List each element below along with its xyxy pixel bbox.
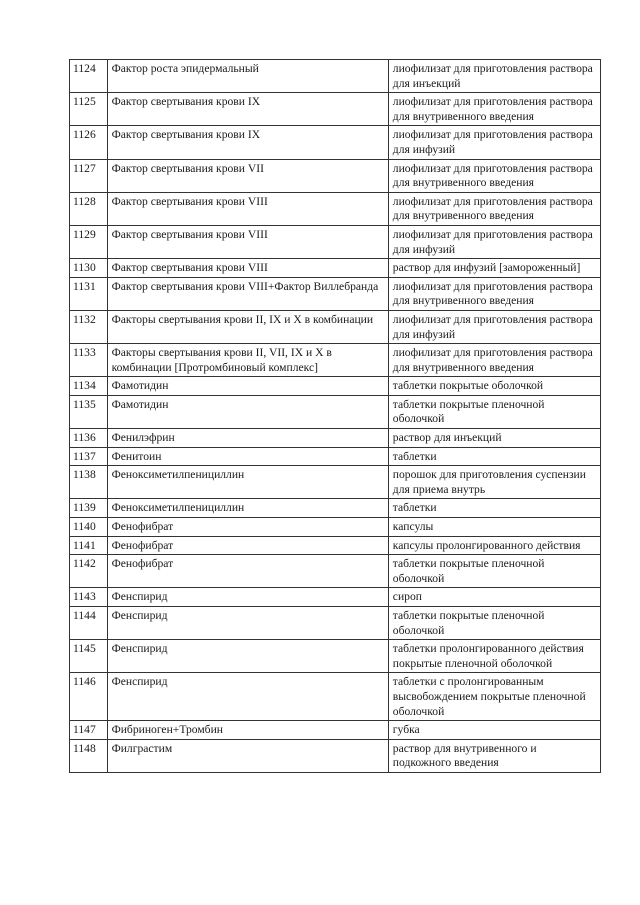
drug-name: Факторы свертывания крови II, IX и X в комбинации [107, 310, 388, 343]
table-row [70, 395, 601, 428]
row-number: 1139 [70, 499, 108, 518]
dosage-form: раствор для инъекций [388, 429, 600, 448]
drug-name: Филграстим [107, 739, 388, 772]
drug-table [69, 59, 601, 773]
drug-name: Фенитоин [107, 447, 388, 466]
dosage-form: лиофилизат для приготовления раствора для внутривенного введения [388, 93, 600, 126]
row-number: 1133 [70, 344, 108, 377]
row-number: 1125 [70, 93, 108, 126]
dosage-form: порошок для приготовления суспензии для приема внутрь [388, 466, 600, 499]
drug-name: Фенофибрат [107, 555, 388, 588]
row-number: 1142 [70, 555, 108, 588]
drug-name: Фактор свертывания крови VIII [107, 225, 388, 258]
drug-name: Фамотидин [107, 377, 388, 396]
table-row [70, 447, 601, 466]
table-row [70, 344, 601, 377]
row-number: 1134 [70, 377, 108, 396]
row-number: 1141 [70, 536, 108, 555]
dosage-form: раствор для инфузий [замороженный] [388, 259, 600, 278]
table-row [70, 555, 601, 588]
drug-name: Фактор свертывания крови VIII [107, 259, 388, 278]
row-number: 1137 [70, 447, 108, 466]
row-number: 1144 [70, 607, 108, 640]
dosage-form: лиофилизат для приготовления раствора для внутривенного введения [388, 192, 600, 225]
table-row [70, 721, 601, 740]
row-number: 1130 [70, 259, 108, 278]
drug-table-body [70, 60, 601, 773]
dosage-form: таблетки покрытые пленочной оболочкой [388, 607, 600, 640]
row-number: 1145 [70, 640, 108, 673]
drug-name: Фактор свертывания крови IX [107, 126, 388, 159]
drug-name: Фенспирид [107, 673, 388, 721]
table-row [70, 536, 601, 555]
table-row [70, 607, 601, 640]
drug-name: Фенилэфрин [107, 429, 388, 448]
table-row [70, 126, 601, 159]
table-row [70, 259, 601, 278]
drug-name: Фенофибрат [107, 536, 388, 555]
row-number: 1126 [70, 126, 108, 159]
dosage-form: губка [388, 721, 600, 740]
dosage-form: таблетки покрытые пленочной оболочкой [388, 395, 600, 428]
dosage-form: лиофилизат для приготовления раствора для инфузий [388, 126, 600, 159]
dosage-form: таблетки [388, 499, 600, 518]
drug-name: Фактор свертывания крови VIII+Фактор Виллебранда [107, 277, 388, 310]
table-row [70, 377, 601, 396]
dosage-form: лиофилизат для приготовления раствора для внутривенного введения [388, 277, 600, 310]
row-number: 1143 [70, 588, 108, 607]
table-row [70, 277, 601, 310]
row-number: 1140 [70, 518, 108, 537]
document-page [69, 59, 601, 773]
dosage-form: лиофилизат для приготовления раствора для инъекций [388, 60, 600, 93]
row-number: 1124 [70, 60, 108, 93]
drug-name: Фенспирид [107, 607, 388, 640]
drug-name: Фактор свертывания крови VIII [107, 192, 388, 225]
table-row [70, 310, 601, 343]
table-row [70, 739, 601, 772]
drug-name: Фактор роста эпидермальный [107, 60, 388, 93]
dosage-form: лиофилизат для приготовления раствора для внутривенного введения [388, 159, 600, 192]
drug-name: Фенспирид [107, 588, 388, 607]
table-row [70, 499, 601, 518]
drug-name: Фактор свертывания крови IX [107, 93, 388, 126]
dosage-form: капсулы пролонгированного действия [388, 536, 600, 555]
table-row [70, 466, 601, 499]
table-row [70, 640, 601, 673]
table-row [70, 429, 601, 448]
drug-name: Фенспирид [107, 640, 388, 673]
table-row [70, 93, 601, 126]
row-number: 1129 [70, 225, 108, 258]
table-row [70, 673, 601, 721]
table-row [70, 159, 601, 192]
dosage-form: таблетки с пролонгированным высвобождением покрытые пленочной оболочкой [388, 673, 600, 721]
row-number: 1136 [70, 429, 108, 448]
table-row [70, 518, 601, 537]
table-row [70, 588, 601, 607]
dosage-form: лиофилизат для приготовления раствора для внутривенного введения [388, 344, 600, 377]
drug-name: Фамотидин [107, 395, 388, 428]
dosage-form: сироп [388, 588, 600, 607]
dosage-form: таблетки покрытые оболочкой [388, 377, 600, 396]
drug-name: Факторы свертывания крови II, VII, IX и X в комбинации [Протромбиновый комплекс] [107, 344, 388, 377]
dosage-form: таблетки покрытые пленочной оболочкой [388, 555, 600, 588]
row-number: 1138 [70, 466, 108, 499]
drug-name: Фибриноген+Тромбин [107, 721, 388, 740]
row-number: 1127 [70, 159, 108, 192]
dosage-form: лиофилизат для приготовления раствора для инфузий [388, 310, 600, 343]
table-row [70, 192, 601, 225]
drug-name: Фенофибрат [107, 518, 388, 537]
row-number: 1148 [70, 739, 108, 772]
dosage-form: раствор для внутривенного и подкожного введения [388, 739, 600, 772]
row-number: 1128 [70, 192, 108, 225]
dosage-form: лиофилизат для приготовления раствора для инфузий [388, 225, 600, 258]
row-number: 1135 [70, 395, 108, 428]
dosage-form: таблетки пролонгированного действия покрытые пленочной оболочкой [388, 640, 600, 673]
row-number: 1131 [70, 277, 108, 310]
row-number: 1147 [70, 721, 108, 740]
drug-name: Фактор свертывания крови VII [107, 159, 388, 192]
row-number: 1132 [70, 310, 108, 343]
table-row [70, 225, 601, 258]
row-number: 1146 [70, 673, 108, 721]
dosage-form: таблетки [388, 447, 600, 466]
drug-name: Феноксиметилпенициллин [107, 466, 388, 499]
dosage-form: капсулы [388, 518, 600, 537]
table-row [70, 60, 601, 93]
drug-name: Феноксиметилпенициллин [107, 499, 388, 518]
